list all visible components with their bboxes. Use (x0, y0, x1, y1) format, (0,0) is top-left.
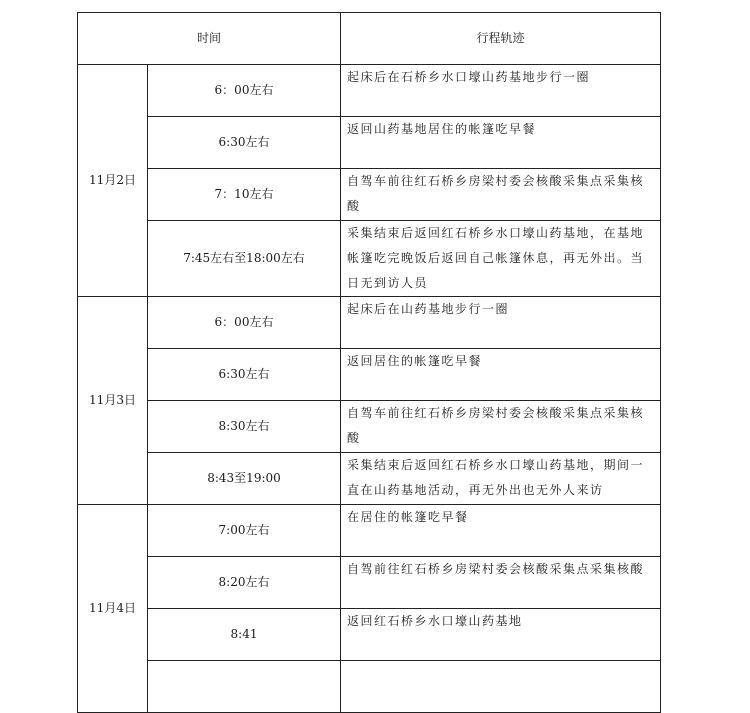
table-row (78, 661, 661, 713)
time-cell: 6：00左右 (148, 297, 341, 349)
table-row (78, 169, 661, 221)
table-row (78, 557, 661, 609)
time-cell: 8:30左右 (148, 401, 341, 453)
table-row (78, 221, 661, 297)
header-time: 时间 (78, 13, 341, 65)
time-cell: 7:00左右 (148, 505, 341, 557)
activity-cell: 返回居住的帐篷吃早餐 (341, 349, 661, 401)
time-cell (148, 661, 341, 713)
header-row (78, 13, 661, 65)
time-cell: 8:43至19:00 (148, 453, 341, 505)
table-row (78, 65, 661, 117)
time-cell: 8:20左右 (148, 557, 341, 609)
table-row (78, 117, 661, 169)
table-row (78, 505, 661, 557)
activity-cell: 自驾车前往红石桥乡房梁村委会核酸采集点采集核酸 (341, 169, 661, 221)
table-row (78, 297, 661, 349)
time-cell: 6:30左右 (148, 117, 341, 169)
activity-cell: 采集结束后返回红石桥乡水口壕山药基地，期间一直在山药基地活动，再无外出也无外人来访 (341, 453, 661, 505)
table-row (78, 453, 661, 505)
activity-cell: 起床后在石桥乡水口壕山药基地步行一圈 (341, 65, 661, 117)
header-track: 行程轨迹 (341, 13, 661, 65)
date-cell: 11月3日 (78, 297, 148, 505)
time-cell: 7:45左右至18:00左右 (148, 221, 341, 297)
time-cell: 6：00左右 (148, 65, 341, 117)
activity-cell: 在居住的帐篷吃早餐 (341, 505, 661, 557)
table-row (78, 349, 661, 401)
activity-cell: 返回红石桥乡水口壕山药基地 (341, 609, 661, 661)
activity-cell: 采集结束后返回红石桥乡水口壕山药基地，在基地帐篷吃完晚饭后返回自己帐篷休息，再无外出。当日无到访人员 (341, 221, 661, 297)
table-row (78, 609, 661, 661)
date-cell: 11月4日 (78, 505, 148, 713)
activity-cell: 自驾车前往红石桥乡房梁村委会核酸采集点采集核酸 (341, 401, 661, 453)
time-cell: 8:41 (148, 609, 341, 661)
time-cell: 6:30左右 (148, 349, 341, 401)
activity-cell: 返回山药基地居住的帐篷吃早餐 (341, 117, 661, 169)
time-cell: 7：10左右 (148, 169, 341, 221)
itinerary-table (77, 12, 661, 713)
activity-cell (341, 661, 661, 713)
activity-cell: 起床后在山药基地步行一圈 (341, 297, 661, 349)
table-row (78, 401, 661, 453)
activity-cell: 自驾前往红石桥乡房梁村委会核酸采集点采集核酸 (341, 557, 661, 609)
date-cell: 11月2日 (78, 65, 148, 297)
